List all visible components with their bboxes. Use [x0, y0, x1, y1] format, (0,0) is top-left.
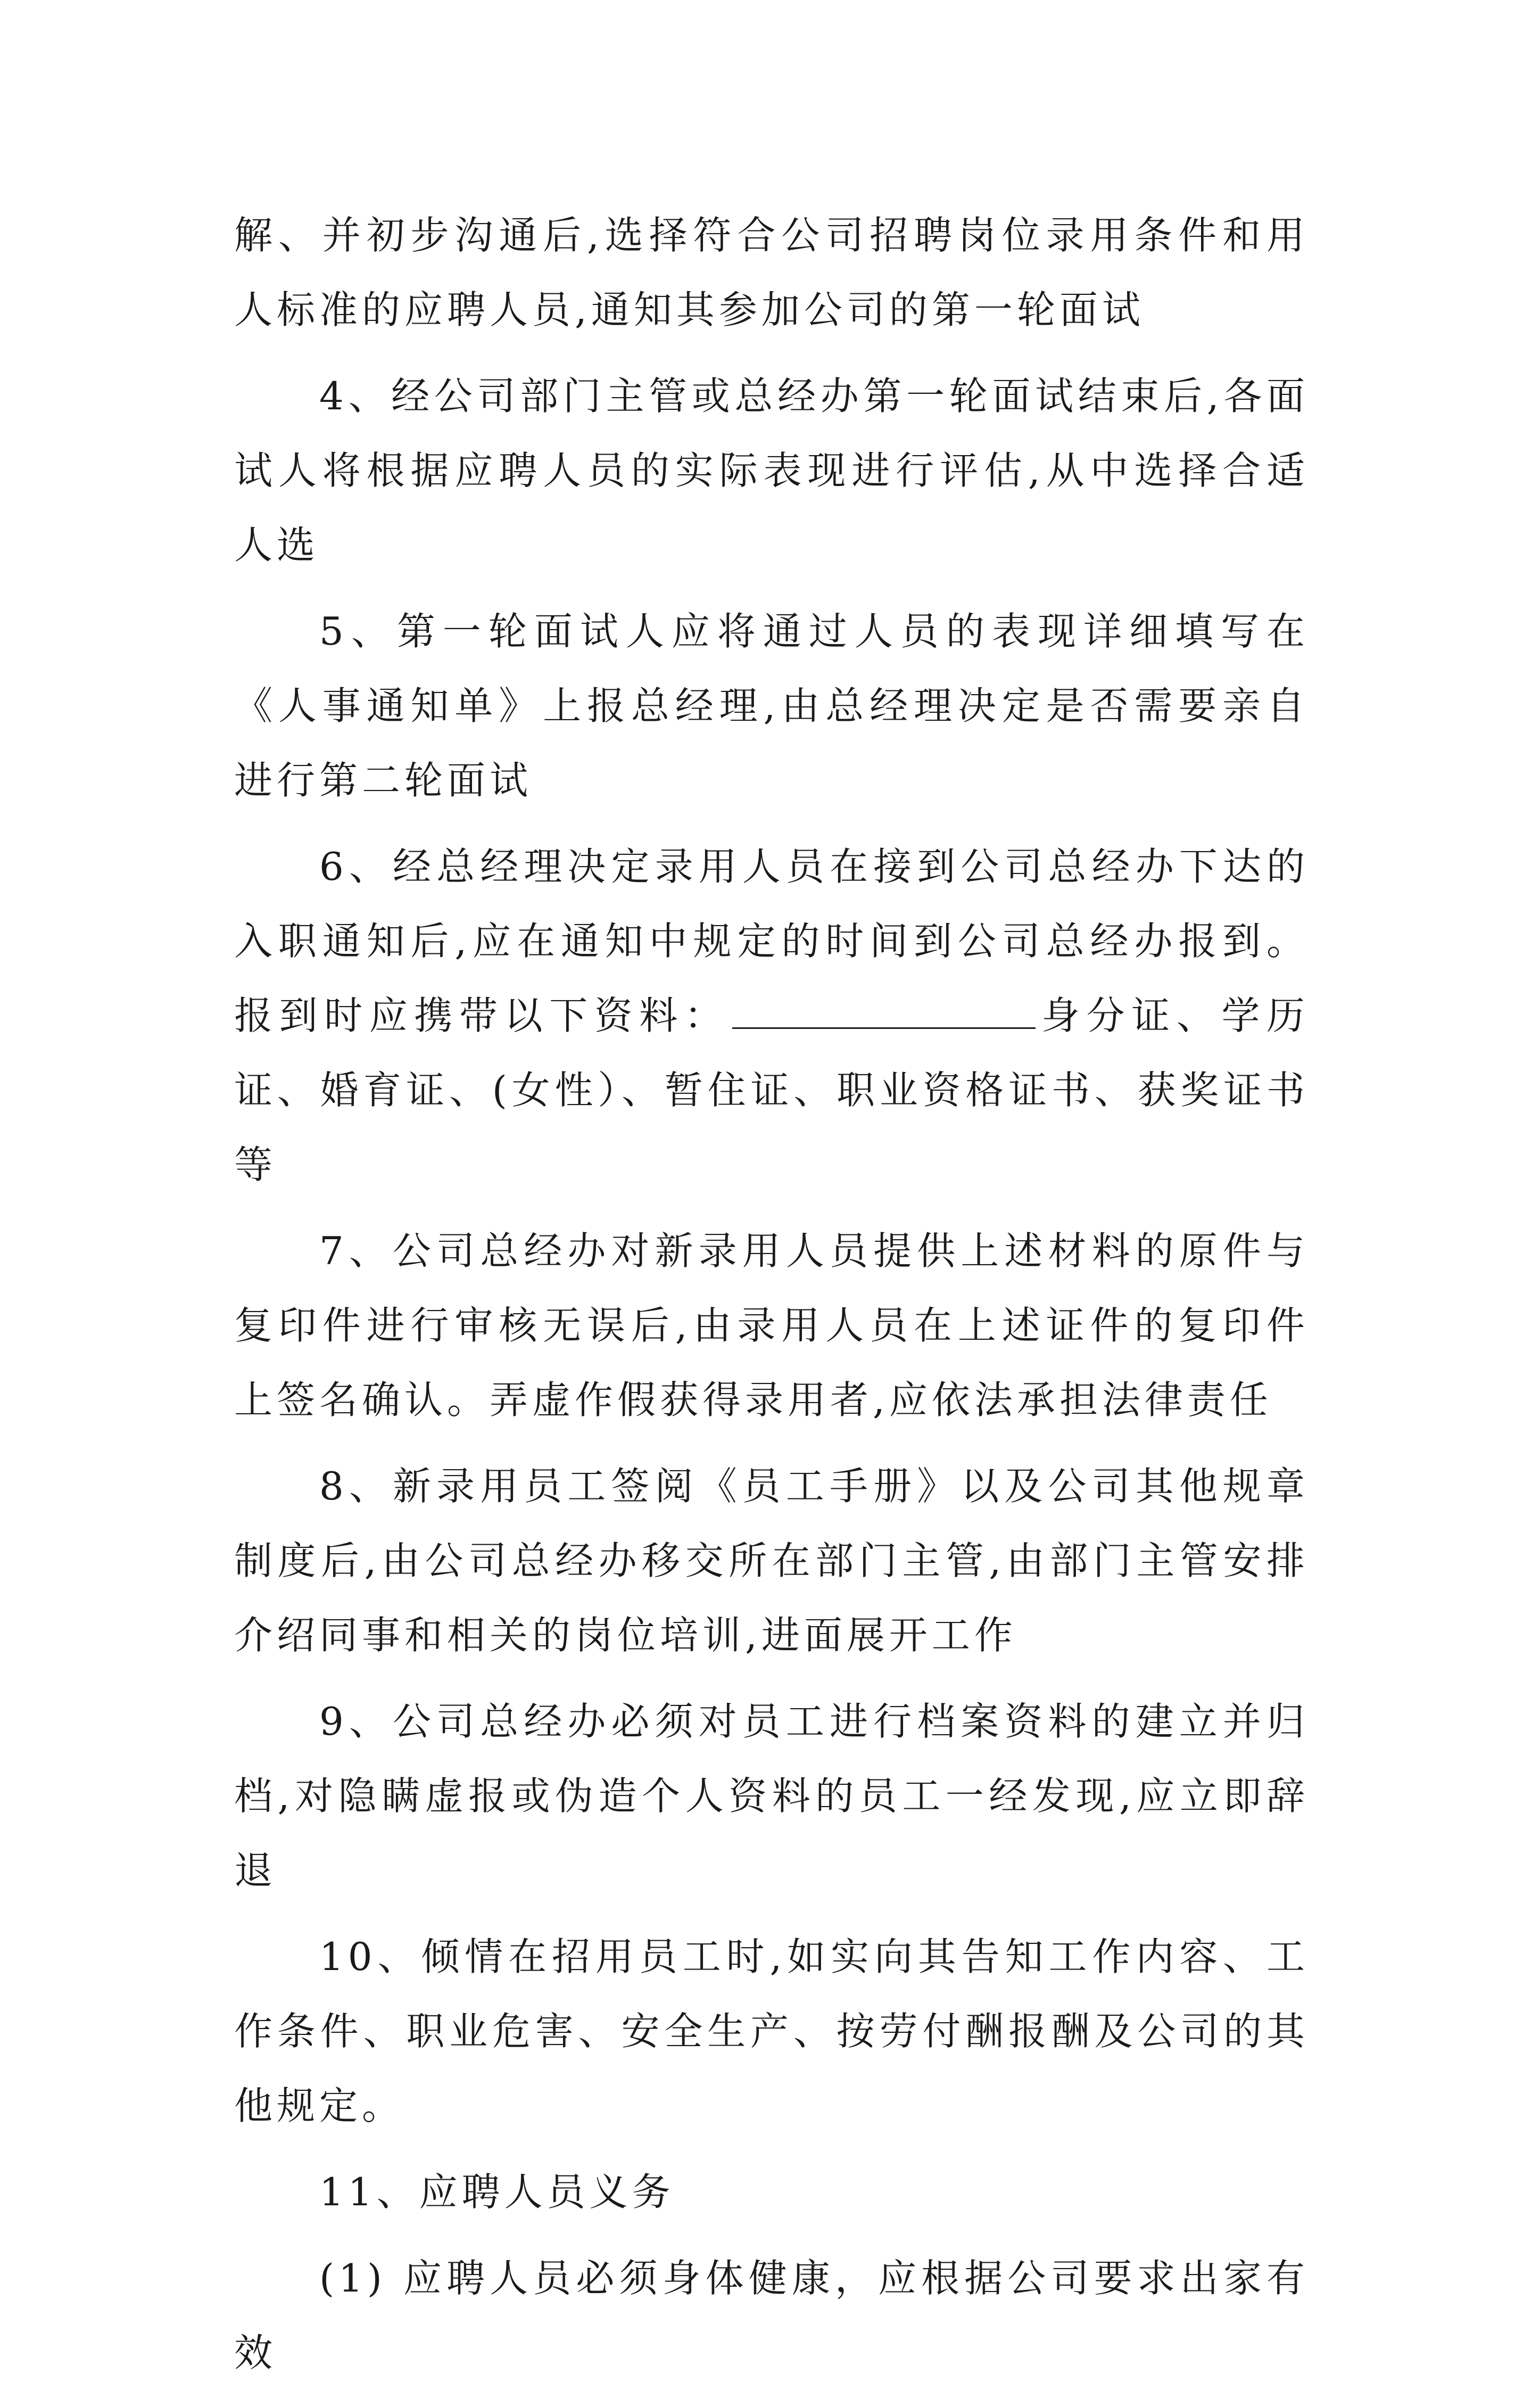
paragraph-item-6-text-before-blank: 6、经总经理决定录用人员在接到公司总经办下达的入职通知后,应在通知中规定的时间到公司总经办报到。报到时应携带以下资料： [234, 844, 1309, 1038]
paragraph-item-9: 9、公司总经办必须对员工进行档案资料的建立并归档,对隐瞒虚报或伪造个人资料的员工一经发现,应立即辞退 [234, 1699, 1309, 1893]
paragraph-continuation: 解、并初步沟通后,选择符合公司招聘岗位录用条件和用人标准的应聘人员,通知其参加公司的第一轮面试 [234, 213, 1309, 332]
document-body [234, 198, 1309, 2390]
paragraph-item-10: 10、倾情在招用员工时,如实向其告知工作内容、工作条件、职业危害、安全生产、按劳付酬报酬及公司的其他规定。 [234, 1934, 1309, 2128]
paragraph-item-6 [234, 829, 1309, 1202]
paragraph-item-7: 7、公司总经办对新录用人员提供上述材料的原件与复印件进行审核无误后,由录用人员在上述证件的复印件上签名确认。弄虚作假获得录用者,应依法承担法律责任 [234, 1229, 1309, 1422]
paragraph-item-6-text-after-blank: 身分证、学历证、婚育证、(女性）、暂住证、职业资格证书、获奖证书等 [234, 993, 1309, 1187]
paragraph-item-11-1: (1) 应聘人员必须身体健康，应根据公司要求出家有效 [234, 2256, 1309, 2375]
fill-in-blank-line [732, 993, 1036, 1029]
paragraph-item-11: 11、应聘人员义务 [319, 2170, 675, 2214]
paragraph-item-8: 8、新录用员工签阅《员工手册》以及公司其他规章制度后,由公司总经办移交所在部门主管,由部门主管安排介绍同事和相关的岗位培训,进面展开工作 [234, 1464, 1309, 1658]
paragraph-item-5: 5、第一轮面试人应将通过人员的表现详细填写在《人事通知单》上报总经理,由总经理决定是否需要亲自进行第二轮面试 [234, 609, 1309, 803]
paragraph-item-4: 4、经公司部门主管或总经办第一轮面试结束后,各面试人将根据应聘人员的实际表现进行评估,从中选择合适人选 [234, 374, 1309, 567]
